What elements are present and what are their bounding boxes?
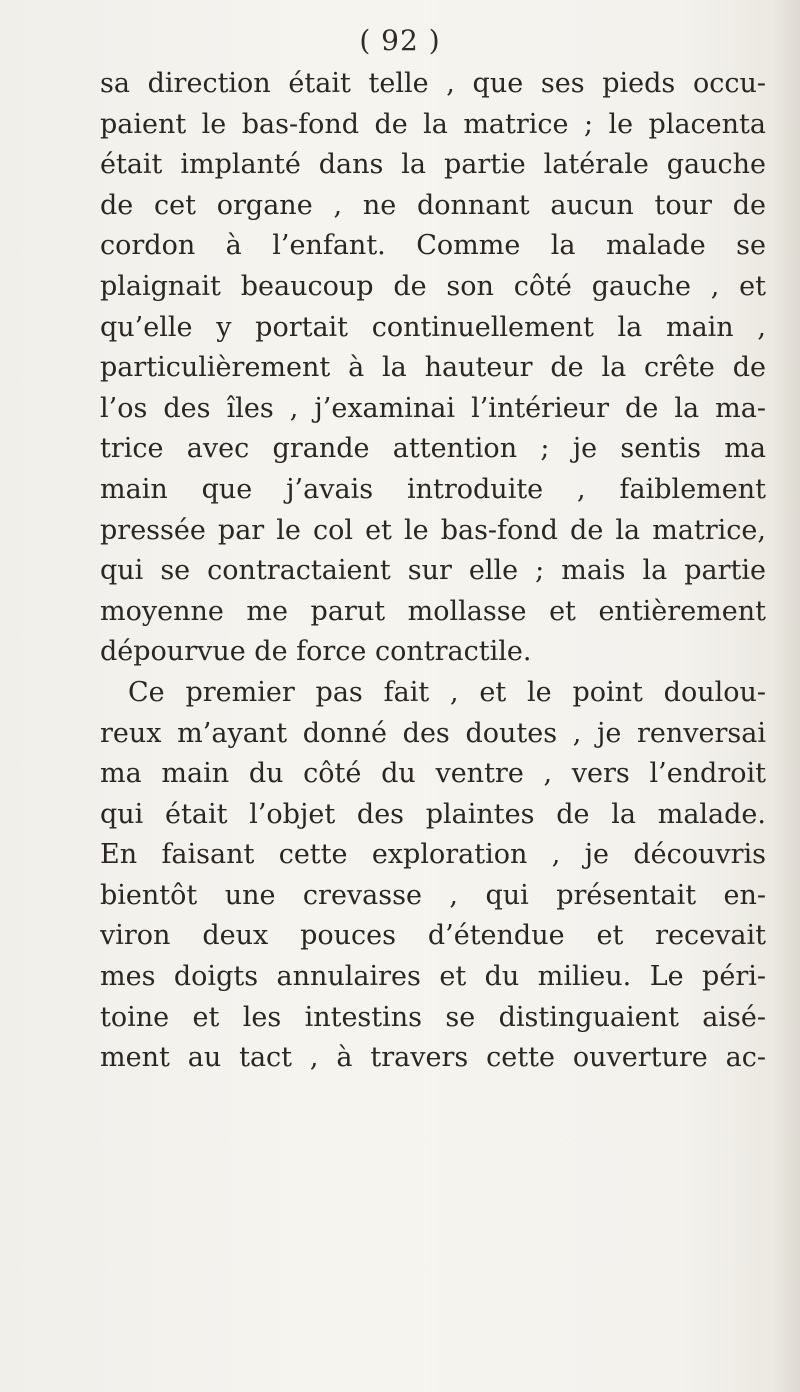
text-line: reux m’ayant donné des doutes , je renversai: [100, 717, 766, 749]
text-line: viron deux pouces d’étendue et recevait: [100, 920, 766, 952]
text-line: ment au tact , à travers cette ouverture ac-: [100, 1042, 766, 1074]
text-line: paient le bas-fond de la matrice ; le placenta: [100, 108, 766, 140]
text-line: bientôt une crevasse , qui présentait en-: [100, 879, 766, 911]
text-line: qu’elle y portait continuellement la main ,: [100, 311, 766, 343]
text-line: Ce premier pas fait , et le point doulou-: [128, 676, 766, 708]
text-line: de cet organe , ne donnant aucun tour de: [100, 189, 766, 221]
text-line: plaignait beaucoup de son côté gauche , et: [100, 270, 766, 302]
page-edge-shadow: [772, 0, 800, 1392]
text-line: ma main du côté du ventre , vers l’endroit: [100, 758, 766, 790]
text-line: qui se contractaient sur elle ; mais la partie: [100, 555, 766, 587]
text-line: En faisant cette exploration , je découvris: [100, 839, 766, 871]
text-line: particulièrement à la hauteur de la crête de: [100, 352, 766, 384]
text-line: cordon à l’enfant. Comme la malade se: [100, 230, 766, 262]
text-line: mes doigts annulaires et du milieu. Le péri-: [100, 961, 766, 993]
body-text: [100, 64, 766, 1079]
text-line: était implanté dans la partie latérale gauche: [100, 149, 766, 181]
text-line: pressée par le col et le bas-fond de la matrice,: [100, 514, 766, 546]
text-line: main que j’avais introduite , faiblement: [100, 473, 766, 505]
page-number: ( 92 ): [359, 24, 441, 57]
text-line: moyenne me parut mollasse et entièrement: [100, 595, 766, 627]
text-line: l’os des îles , j’examinai l’intérieur de la ma-: [100, 392, 766, 424]
text-line: qui était l’objet des plaintes de la malade.: [100, 798, 766, 830]
text-line: dépourvue de force contractile.: [100, 636, 532, 668]
text-line: toine et les intestins se distinguaient aisé-: [100, 1001, 766, 1033]
text-line: trice avec grande attention ; je sentis ma: [100, 433, 766, 465]
text-line: sa direction était telle , que ses pieds occu-: [100, 68, 766, 99]
